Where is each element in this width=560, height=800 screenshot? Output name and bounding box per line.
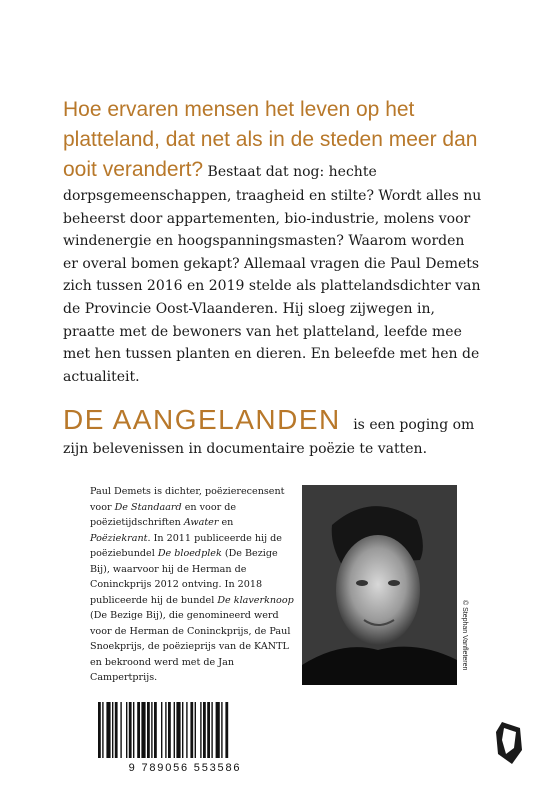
bio-text-6: (De Bezige Bij), die genomineerd werd voor de Herman de Coninckprijs, de Paul Snoekprijs, de poëzieprijs van de KANTL en bekroond werd met de Jan Campertprijs. — [90, 610, 291, 683]
intro-body: Bestaat dat nog: hechte dorpsgemeenschappen, traagheid en stilte? Wordt alles nu beheerst door appartementen, bio-industrie, molens voor windenergie en hoogspanningsmasten? Waarom worden er overal bomen gekapt? Allemaal vragen die Paul Demets zich tussen 2016 en 2019 stelde als plattelandsdichter van de Provincie Oost-Vlaanderen. Hij sloeg zijwegen in, praatte met de bewoners van het platteland, leefde mee met hen tussen planten en dieren. En beleefde met hen de actualiteit. — [63, 164, 482, 385]
bio-text-2: en voor de poëzietijdschriften — [90, 501, 237, 528]
book-title: DE AANGELANDEN — [63, 404, 341, 435]
bio-text-5: (De Bezige Bij), waarvoor hij de Herman de Coninckprijs 2012 ontving. In 2018 publiceerde hij de bundel — [90, 548, 278, 606]
title-block — [63, 405, 483, 461]
polygon-logo-icon — [494, 718, 526, 768]
bio-em-standaard: De Standaard — [114, 501, 182, 513]
author-photo — [302, 485, 457, 685]
bio-em-poeziekrant: Poëziekrant — [90, 532, 148, 544]
bio-text-3: en — [218, 517, 234, 528]
isbn-digits: 9 789056 553586 — [128, 762, 242, 774]
bio-em-klaverknoop: De klaverknoop — [217, 594, 294, 606]
author-portrait-image — [302, 485, 457, 685]
intro-paragraph — [63, 95, 483, 388]
isbn-barcode — [90, 700, 280, 778]
photo-credit: © Stephan Vanfleteren — [461, 600, 468, 671]
bio-text-4: . In 2011 publiceerde hij de poëziebundel — [90, 532, 282, 559]
bio-text-1: Paul Demets is dichter, poëzierecensent voor — [90, 486, 285, 513]
barcode-bars — [90, 700, 280, 762]
author-bio — [90, 484, 295, 686]
bio-em-bloedplek: De bloedplek — [157, 548, 222, 559]
intro-lead: Hoe ervaren mensen het leven op het platteland, dat net als in de steden meer dan ooit verandert? — [63, 98, 478, 181]
title-description: is een poging om zijn belevenissen in documentaire poëzie te vatten. — [63, 417, 475, 457]
bio-em-awater: Awater — [183, 517, 219, 528]
